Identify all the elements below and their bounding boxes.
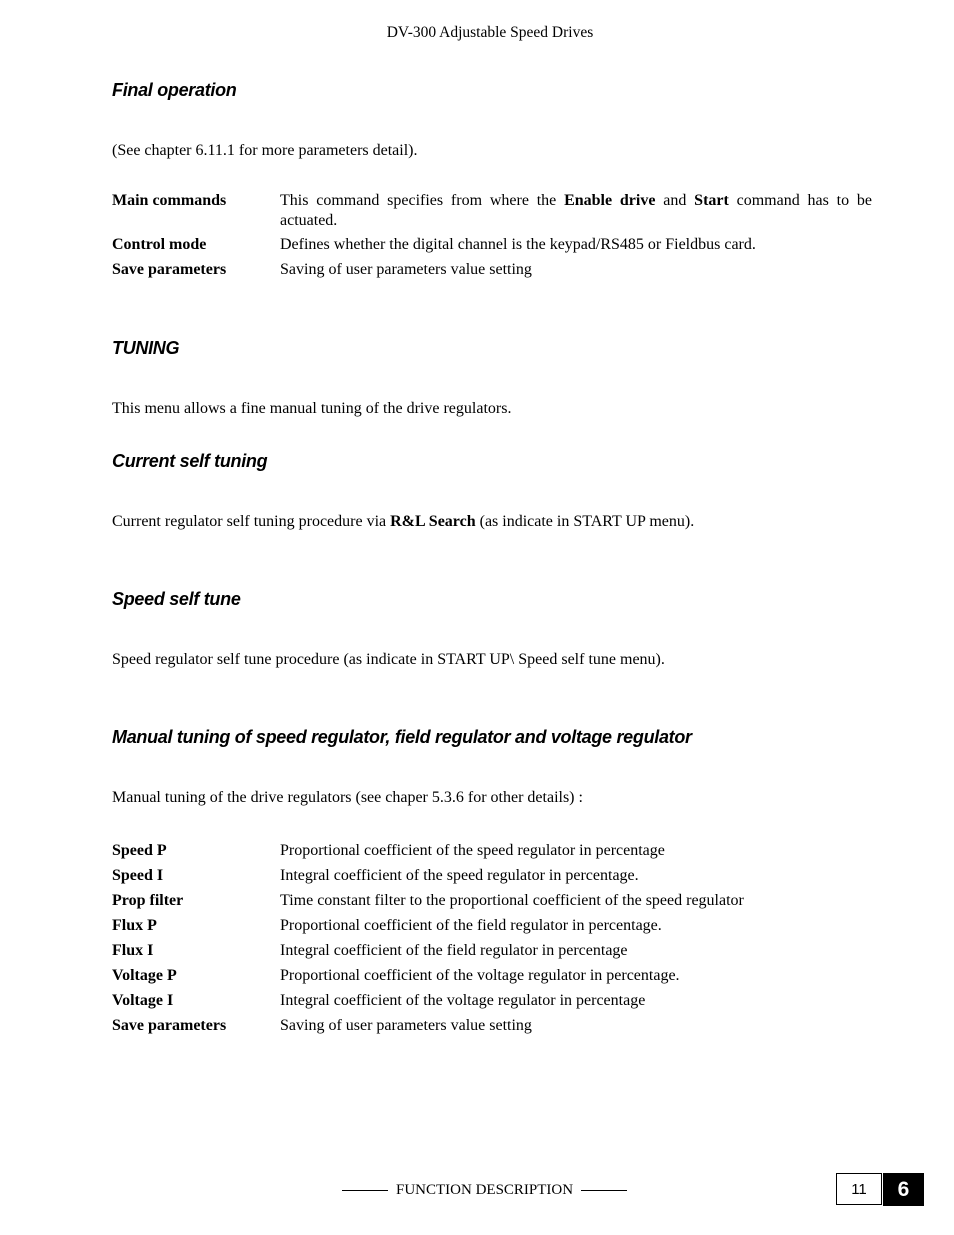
heading-final-operation: Final operation [112, 80, 237, 100]
desc-text: This command specifies from where the [280, 192, 565, 209]
param-name: Speed I [112, 867, 164, 884]
param-desc: Time constant filter to the proportional coefficient of the speed regulator [280, 892, 744, 909]
param-name: Main commands [112, 192, 227, 209]
final-operation-param-table [112, 191, 872, 280]
param-desc [280, 191, 872, 231]
param-desc: Defines whether the digital channel is the keypad/RS485 or Fieldbus card. [280, 236, 756, 253]
param-row-control-mode [112, 235, 872, 255]
param-row-save-parameters [112, 260, 872, 280]
heading-manual-tuning: Manual tuning of speed regulator, field regulator and voltage regulator [112, 727, 692, 747]
param-desc: Proportional coefficient of the field regulator in percentage. [280, 917, 662, 934]
param-row-flux-i [112, 938, 872, 963]
footer-rule-right [581, 1190, 627, 1191]
desc-text: command has to be actuated. [280, 192, 873, 229]
param-desc: Saving of user parameters value setting [280, 1017, 532, 1034]
current-self-tuning-text [112, 513, 694, 531]
desc-bold-enable-drive: Enable drive [564, 192, 656, 209]
param-name: Flux I [112, 942, 154, 959]
desc-text: and [655, 192, 695, 209]
param-name: Save parameters [112, 1017, 227, 1034]
param-desc: Proportional coefficient of the speed regulator in percentage [280, 842, 665, 859]
param-row-voltage-i [112, 988, 872, 1013]
text: (as indicate in START UP menu). [475, 513, 695, 530]
footer-section-label [342, 1182, 627, 1199]
param-row-flux-p [112, 913, 872, 938]
page-number: 11 [836, 1173, 882, 1205]
heading-tuning: TUNING [112, 338, 180, 358]
param-row-speed-i [112, 863, 872, 888]
param-desc: Integral coefficient of the field regulator in percentage [280, 942, 628, 959]
param-desc: Integral coefficient of the voltage regulator in percentage [280, 992, 646, 1009]
final-operation-intro: (See chapter 6.11.1 for more parameters detail). [112, 142, 418, 159]
footer-section-text: FUNCTION DESCRIPTION [396, 1182, 574, 1198]
speed-self-tune-text: Speed regulator self tune procedure (as indicate in START UP\ Speed self tune menu). [112, 651, 665, 668]
text: Current regulator self tuning procedure via [112, 513, 391, 530]
manual-tuning-param-table [112, 838, 872, 1038]
param-name: Flux P [112, 917, 157, 934]
heading-current-self-tuning: Current self tuning [112, 451, 268, 471]
param-desc: Saving of user parameters value setting [280, 261, 532, 278]
param-name: Control mode [112, 236, 207, 253]
param-name: Speed P [112, 842, 167, 859]
footer-rule-left [342, 1190, 388, 1191]
param-row-main-commands [112, 191, 872, 231]
param-row-save-parameters [112, 1013, 872, 1038]
param-desc: Integral coefficient of the speed regulator in percentage. [280, 867, 639, 884]
param-name: Prop filter [112, 892, 184, 909]
running-header: DV-300 Adjustable Speed Drives [386, 24, 594, 41]
param-name: Voltage P [112, 967, 177, 984]
chapter-tab: 6 [883, 1173, 924, 1206]
param-name: Voltage I [112, 992, 174, 1009]
param-name: Save parameters [112, 261, 227, 278]
param-row-speed-p [112, 838, 872, 863]
manual-tuning-intro: Manual tuning of the drive regulators (see chaper 5.3.6 for other details) : [112, 789, 583, 806]
param-row-prop-filter [112, 888, 872, 913]
param-row-voltage-p [112, 963, 872, 988]
text-bold-rl-search: R&L Search [390, 513, 476, 530]
param-desc: Proportional coefficient of the voltage regulator in percentage. [280, 967, 680, 984]
heading-speed-self-tune: Speed self tune [112, 589, 241, 609]
desc-bold-start: Start [694, 192, 729, 209]
tuning-intro: This menu allows a fine manual tuning of the drive regulators. [112, 400, 512, 417]
